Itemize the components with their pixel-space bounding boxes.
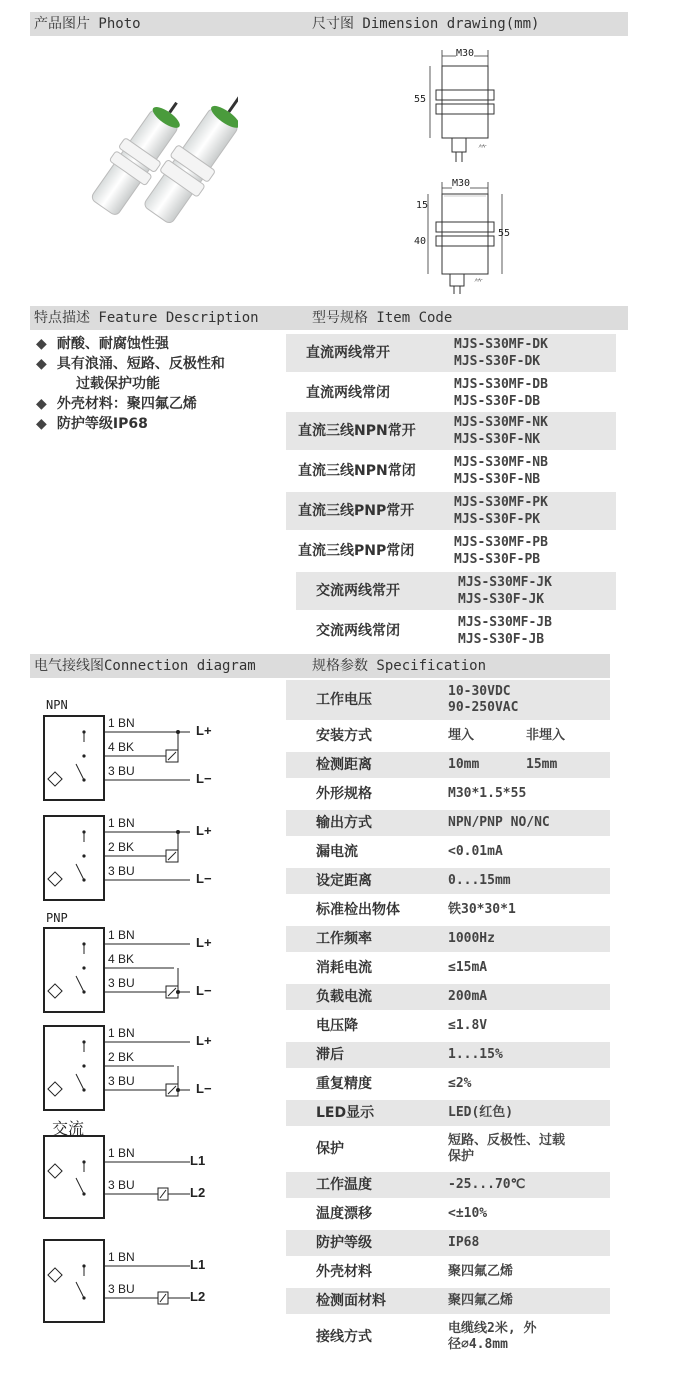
wire-label: 3 BU [108,976,135,990]
spec-key: 重复精度 [316,1076,372,1092]
spec-key: 负载电流 [316,989,372,1005]
pnp-label: PNP [46,911,68,925]
spec-row [286,839,610,865]
svg-text:⺮: ⺮ [478,144,488,154]
item-code: MJS-S30MF-NB [454,455,548,470]
spec-key: 接线方式 [316,1329,372,1345]
dimension-header: 尺寸图 Dimension drawing(mm) [312,16,540,32]
spec-value: ≤2% [448,1076,472,1091]
spec-key: 外形规格 [316,786,372,802]
item-code-row [286,334,616,372]
spec-value-line: 短路、反极性、过载 [448,1133,566,1148]
spec-row [286,1042,610,1068]
spec-value: IP68 [448,1235,480,1250]
item-code-row [286,492,616,530]
spec-value: 铁30*30*1 [448,902,516,917]
spec-value: 聚四氟乙烯 [448,1293,514,1308]
npn-label: NPN [46,698,68,712]
item-code: MJS-S30F-DB [454,394,541,409]
spec-row [286,984,610,1010]
ac-label: 交流 [52,1119,85,1138]
wire-label: 2 BK [108,1050,135,1064]
diamond-icon: ◆ [36,396,47,412]
wiring-diagram-svg [40,1132,230,1228]
spec-key: 检测面材料 [316,1293,386,1309]
item-name: 直流三线NPN常闭 [298,463,416,479]
item-code: MJS-S30F-NB [454,472,541,487]
item-code-row [286,452,616,490]
spec-row [286,1288,610,1314]
spec-value [448,1321,536,1353]
spec-key: 安装方式 [316,728,372,744]
spec-key: 外壳材料 [316,1264,372,1280]
spec-row [286,1100,610,1126]
wire-label: 4 BK [108,952,135,966]
diamond-icon: ◆ [36,336,47,352]
dim-top-m: M30 [456,48,475,59]
spec-row [286,810,610,836]
wiring-diagram [40,1132,230,1228]
item-codes [454,534,548,568]
item-codes [458,574,552,608]
feature-item: ◆ 防护等级IP68 [36,416,148,432]
item-code: MJS-S30MF-JB [458,615,552,630]
spec-row [286,1259,610,1285]
item-code: MJS-S30F-JK [458,592,545,607]
wiring-diagram [40,924,230,1020]
spec-row [286,1013,610,1039]
wire-label: 4 BK [108,740,135,754]
spec-key: 工作温度 [316,1177,372,1193]
wire-label: L− [196,1081,212,1096]
connection-spec-header-bar [30,654,610,678]
item-code: MJS-S30MF-PK [454,495,548,510]
spec-row [286,897,610,923]
svg-text:⺮: ⺮ [474,279,484,289]
spec-key: 电压降 [316,1018,358,1034]
item-code: MJS-S30F-JB [458,632,545,647]
item-code: MJS-S30F-PK [454,512,541,527]
feature-header: 特点描述 Feature Description [34,310,259,326]
spec-value: 聚四氟乙烯 [448,1264,514,1279]
wire-label: 1 BN [108,1026,135,1040]
wire-label: L+ [196,723,212,738]
spec-value: <0.01mA [448,844,503,859]
spec-row [286,1317,610,1357]
item-code-row [286,532,616,570]
spec-value: ≤1.8V [448,1018,488,1033]
product-photo [86,86,238,236]
dim-bottom-b: 40 [414,236,427,247]
item-name: 直流两线常闭 [306,385,390,401]
feature-item: ◆ 具有浪涌、短路、反极性和 [36,356,225,372]
spec-row [286,1071,610,1097]
spec-value-line: 电缆线2米, 外 [448,1321,537,1336]
spec-key: 消耗电流 [316,960,372,976]
item-code-row [286,374,616,412]
spec-key: 保护 [316,1141,344,1157]
specification-header: 规格参数 Specification [312,658,487,674]
spec-row [286,781,610,807]
spec-value: -25...70℃ [448,1177,526,1192]
spec-row [286,1172,610,1198]
spec-value: 10mm [448,757,480,772]
spec-value: 0...15mm [448,873,511,888]
spec-key: 温度漂移 [316,1206,372,1222]
spec-row [286,926,610,952]
spec-value: 1000Hz [448,931,495,946]
spec-value: M30*1.5*55 [448,786,527,801]
wire-label: 3 BU [108,864,135,878]
wire-label: L+ [196,1033,212,1048]
photo-dimension-header-bar [30,12,628,36]
item-code-row [296,572,616,610]
spec-value: 15mm [526,757,558,772]
spec-row [286,1129,610,1169]
spec-value: <±10% [448,1206,488,1221]
item-codes [454,454,548,488]
spec-row [286,955,610,981]
connection-header: 电气接线图Connection diagram [34,658,256,674]
spec-key: 漏电流 [316,844,358,860]
item-name: 交流两线常闭 [316,623,400,639]
spec-key: 输出方式 [316,815,372,831]
wiring-diagram-svg [40,1236,230,1332]
item-code: MJS-S30F-NK [454,432,541,447]
wiring-diagram [40,1022,230,1118]
spec-key: LED显示 [316,1105,375,1121]
spec-value [448,684,518,716]
item-codes [454,336,548,370]
spec-value: 200mA [448,989,488,1004]
feature-item: ◆ 外壳材料：聚四氟乙烯 [36,396,197,412]
wire-label: L− [196,871,212,886]
spec-row [286,752,610,778]
dim-bottom-a: 15 [416,200,429,211]
item-name: 直流三线NPN常开 [298,423,416,439]
wire-label: L2 [190,1185,206,1200]
wire-label: 1 BN [108,716,135,730]
item-name: 直流三线PNP常开 [298,503,415,519]
wire-label: L1 [190,1153,206,1168]
dim-bottom-m: M30 [452,178,471,189]
spec-row [286,1230,610,1256]
spec-value-line: 10-30VDC [448,684,511,699]
spec-value: 1...15% [448,1047,503,1062]
item-name: 直流两线常开 [306,345,390,361]
item-code-header: 型号规格 Item Code [312,310,453,326]
spec-value [448,1133,565,1165]
wire-label: 3 BU [108,1074,135,1088]
wiring-diagram [40,1236,230,1332]
wire-label: L+ [196,935,212,950]
spec-key: 工作频率 [316,931,372,947]
photo-header: 产品图片 Photo [34,16,141,32]
item-codes [458,614,552,648]
spec-value: ≤15mA [448,960,488,975]
spec-value-line: 径∅4.8mm [448,1337,508,1352]
spec-row [286,868,610,894]
spec-value: 非埋入 [526,728,566,743]
wire-label: 3 BU [108,764,135,778]
wire-label: 3 BU [108,1178,135,1192]
spec-row [286,680,610,720]
spec-key: 防护等级 [316,1235,372,1251]
wire-label: 3 BU [108,1282,135,1296]
spec-row [286,1201,610,1227]
wire-label: L− [196,771,212,786]
feature-item: 过载保护功能 [76,376,160,392]
diamond-icon: ◆ [36,356,47,372]
wiring-diagram [40,712,230,808]
spec-value-line: 保护 [448,1149,475,1164]
spec-value: LED(红色) [448,1105,514,1120]
spec-value: 埋入 [448,728,475,743]
feature-item: ◆ 耐酸、耐腐蚀性强 [36,336,169,352]
spec-value: NPN/PNP NO/NC [448,815,550,830]
diamond-icon: ◆ [36,416,47,432]
wiring-diagram [40,812,230,908]
wire-label: 1 BN [108,816,135,830]
spec-key: 工作电压 [316,692,372,708]
item-name: 交流两线常开 [316,583,400,599]
item-code: MJS-S30MF-PB [454,535,548,550]
wire-label: 2 BK [108,840,135,854]
item-code: MJS-S30MF-DK [454,337,548,352]
dim-top-length: 55 [414,94,427,105]
item-code: MJS-S30F-PB [454,552,541,567]
feature-item-header-bar [30,306,628,330]
dim-bottom-length: 55 [498,228,511,239]
wire-label: L+ [196,823,212,838]
spec-value-line: 90-250VAC [448,700,519,715]
item-code: MJS-S30MF-JK [458,575,552,590]
item-code: MJS-S30F-DK [454,354,541,369]
spec-key: 滞后 [316,1047,344,1063]
item-name: 直流三线PNP常闭 [298,543,415,559]
item-code-row [296,612,616,650]
wire-label: L1 [190,1257,206,1272]
wire-label: L2 [190,1289,206,1304]
item-codes [454,494,548,528]
item-code-row [286,412,616,450]
wire-label: L− [196,983,212,998]
dimension-drawing-nonflush [414,176,518,296]
spec-key: 设定距离 [316,873,372,889]
wire-label: 1 BN [108,1250,135,1264]
wire-label: 1 BN [108,1146,135,1160]
feature-list [36,334,225,434]
spec-key: 标准检出物体 [316,902,400,918]
spec-row [286,723,610,749]
wire-label: 1 BN [108,928,135,942]
item-code: MJS-S30MF-DB [454,377,548,392]
item-code: MJS-S30MF-NK [454,415,548,430]
item-codes [454,376,548,410]
item-codes [454,414,548,448]
spec-key: 检测距离 [316,757,372,773]
dimension-drawing-flush [416,44,516,164]
